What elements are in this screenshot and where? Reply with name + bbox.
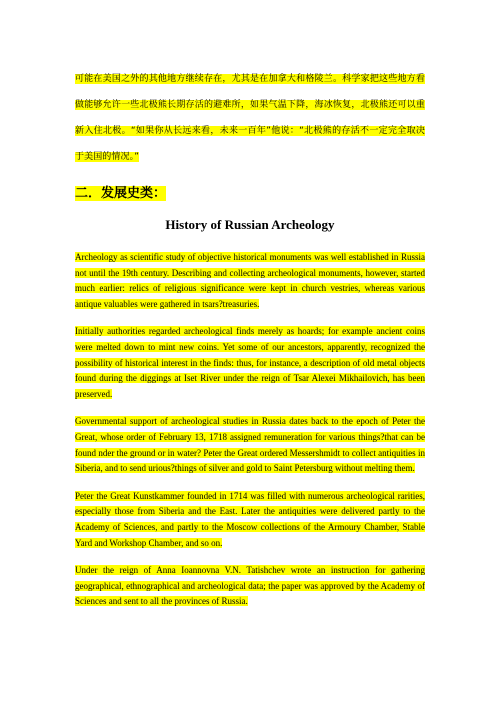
document-page bbox=[75, 66, 425, 622]
intro-text: 可能在美国之外的其他地方继续存在，尤其是在加拿大和格陵兰。科学家把这些地方看做能够允许一些北极熊长期存活的避难所，如果气温下降，海冰恢复，北极熊还可以重新入住北极。“如果你从长远来看，未来一百年”他说：“北极熊的存活不一定完全取决于美国的情况。” bbox=[75, 74, 425, 162]
paragraph-1: Archeology as scientific study of objective historical monuments was well established in Russia not until the 19th century. Describing and collecting archeological monuments, however, started much earlier: relics of religious significance were kept in church vestries, whereas various antique valuables were gathered in tsars?treasuries. bbox=[75, 252, 425, 309]
paragraph-3: Governmental support of archeological studies in Russia dates back to the epoch of Peter the Great, whose order of February 13, 1718 assigned remuneration for various things?that can be found nder the ground or in water? Peter the Great ordered Messershmidt to collect antiquities in Siberia, and to send urious?things of silver and gold to Saint Petersburg without melting them. bbox=[75, 416, 425, 474]
article-title: History of Russian Archeology bbox=[165, 217, 335, 232]
paragraph-4: Peter the Great Kunstkammer founded in 1714 was filled with numerous archeological rarities, especially those from Siberia and the East. Later the antiquities were delivered partly to the Academy of Sciences, and partly to the Moscow collections of the Armoury Chamber, Stable Yard and Workshop Chamber, and so on. bbox=[75, 490, 425, 548]
paragraph-2: Initially authorities regarded archeological finds merely as hoards; for example ancient coins were melted down to mint new coins. Yet some of our ancestors, apparently, recognized the possibility of historical interest in the finds: thus, for instance, a description of old metal objects found during the diggings at Iset River under the reign of Tsar Alexei Mikhailovich, has been preserved. bbox=[75, 326, 425, 399]
section-heading: 二．发展史类： bbox=[75, 186, 167, 201]
intro-paragraph-cn bbox=[75, 66, 425, 170]
paragraph-5: Under the reign of Anna Ioannovna V.N. Tatishchev wrote an instruction for gathering geographical, ethnographical and archeological data; the paper was approved by the Academy of Sciences and sent to all the provinces of Russia. bbox=[75, 565, 425, 607]
